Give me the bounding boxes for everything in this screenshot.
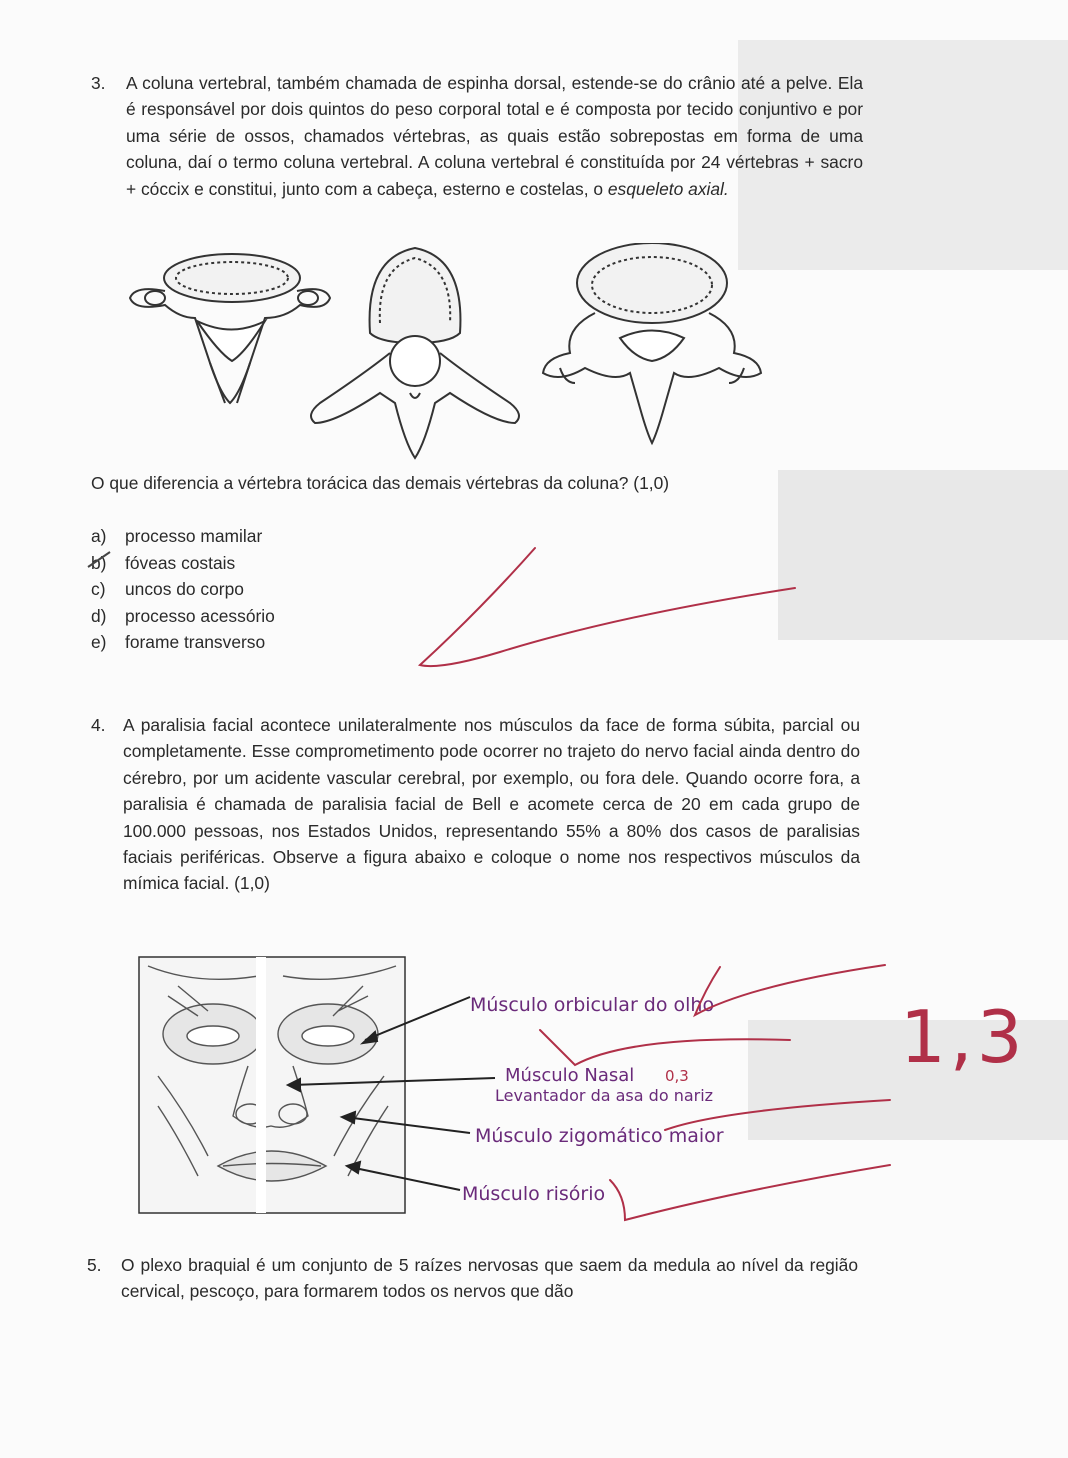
grader-checkmark [80, 540, 820, 680]
answer-zygomatic: Músculo zigomático maior [475, 1125, 724, 1147]
option-letter: d) [91, 605, 107, 626]
answer-levator: Levantador da asa do nariz [495, 1086, 714, 1105]
check-2 [540, 1030, 790, 1065]
answer-orbicular: Músculo orbicular do olho [470, 994, 715, 1016]
grader-checks [480, 955, 900, 1235]
option-text: forame transverso [125, 632, 266, 653]
vertebrae-illustration [125, 243, 785, 468]
q3-question: O que diferencia a vértebra torácica das demais vértebras da coluna? (1,0) [91, 473, 670, 493]
option-text: fóveas costais [125, 552, 236, 573]
total-score: 1,3 [900, 995, 1027, 1079]
q3-text-main: A coluna vertebral, também chamada de espinha dorsal, estende-se do crânio até a pelve. Ela é responsável por dois quintos do peso corporal total e é composta por tecido conjuntivo e por uma série de ossos, chamados vértebras, as quais estão sobrepostas em forma de uma coluna, daí o termo coluna vertebral. A coluna vertebral é constituída por 24 vértebras + sacro + cóccix e constitui, junto com a cabeça, esterno e costelas, o [126, 73, 863, 199]
option-letter: e) [91, 632, 107, 653]
answer-risorius: Músculo risório [462, 1183, 606, 1205]
option-text: processo mamilar [125, 526, 263, 546]
answer-strike-mark [88, 552, 110, 567]
check-stroke [420, 548, 795, 666]
q3-text [126, 70, 863, 202]
option-text: uncos do corpo [125, 579, 244, 600]
check-3 [665, 1100, 890, 1130]
check-4 [610, 1165, 890, 1220]
q3-number: 3. [91, 73, 106, 93]
q5-number: 5. [87, 1255, 102, 1275]
q5-text: O plexo braquial é um conjunto de 5 raízes nervosas que saem da medula ao nível da região cervical, pescoço, para formarem todos os nervos que dão [121, 1255, 858, 1302]
check-1 [695, 965, 885, 1015]
cervical-vertebra [130, 254, 330, 403]
option-text: processo acessório [125, 605, 275, 626]
option-letter: a) [91, 526, 107, 546]
lumbar-vertebra [543, 243, 761, 443]
option-letter: b) [91, 552, 107, 573]
thoracic-vertebra [311, 248, 519, 458]
q4-text: A paralisia facial acontece unilateralmente nos músculos da face de forma súbita, parcial ou completamente. Esse comprometimento pode ocorrer no trajeto do nervo facial ainda dentro do cérebro, por um acidente vascular cerebral, por exemplo, ou fora dele. Quando ocorre fora, a paralisia é chamada de paralisia facial de Bell e acomete cerca de 20 em cada grupo de 100.000 pessoas, nos Estados Unidos, representando 55% a 80% dos casos de paralisias faciais periféricas. Observe a figura abaixo e coloque o nome nos respectivos músculos da mímica facial. (1,0) [123, 715, 860, 894]
q4-number: 4. [91, 715, 106, 735]
partial-score: 0,3 [665, 1067, 689, 1085]
answer-nasal: Músculo Nasal [505, 1065, 635, 1086]
option-letter: c) [91, 579, 106, 600]
q3-text-italic: esqueleto axial. [607, 178, 729, 199]
